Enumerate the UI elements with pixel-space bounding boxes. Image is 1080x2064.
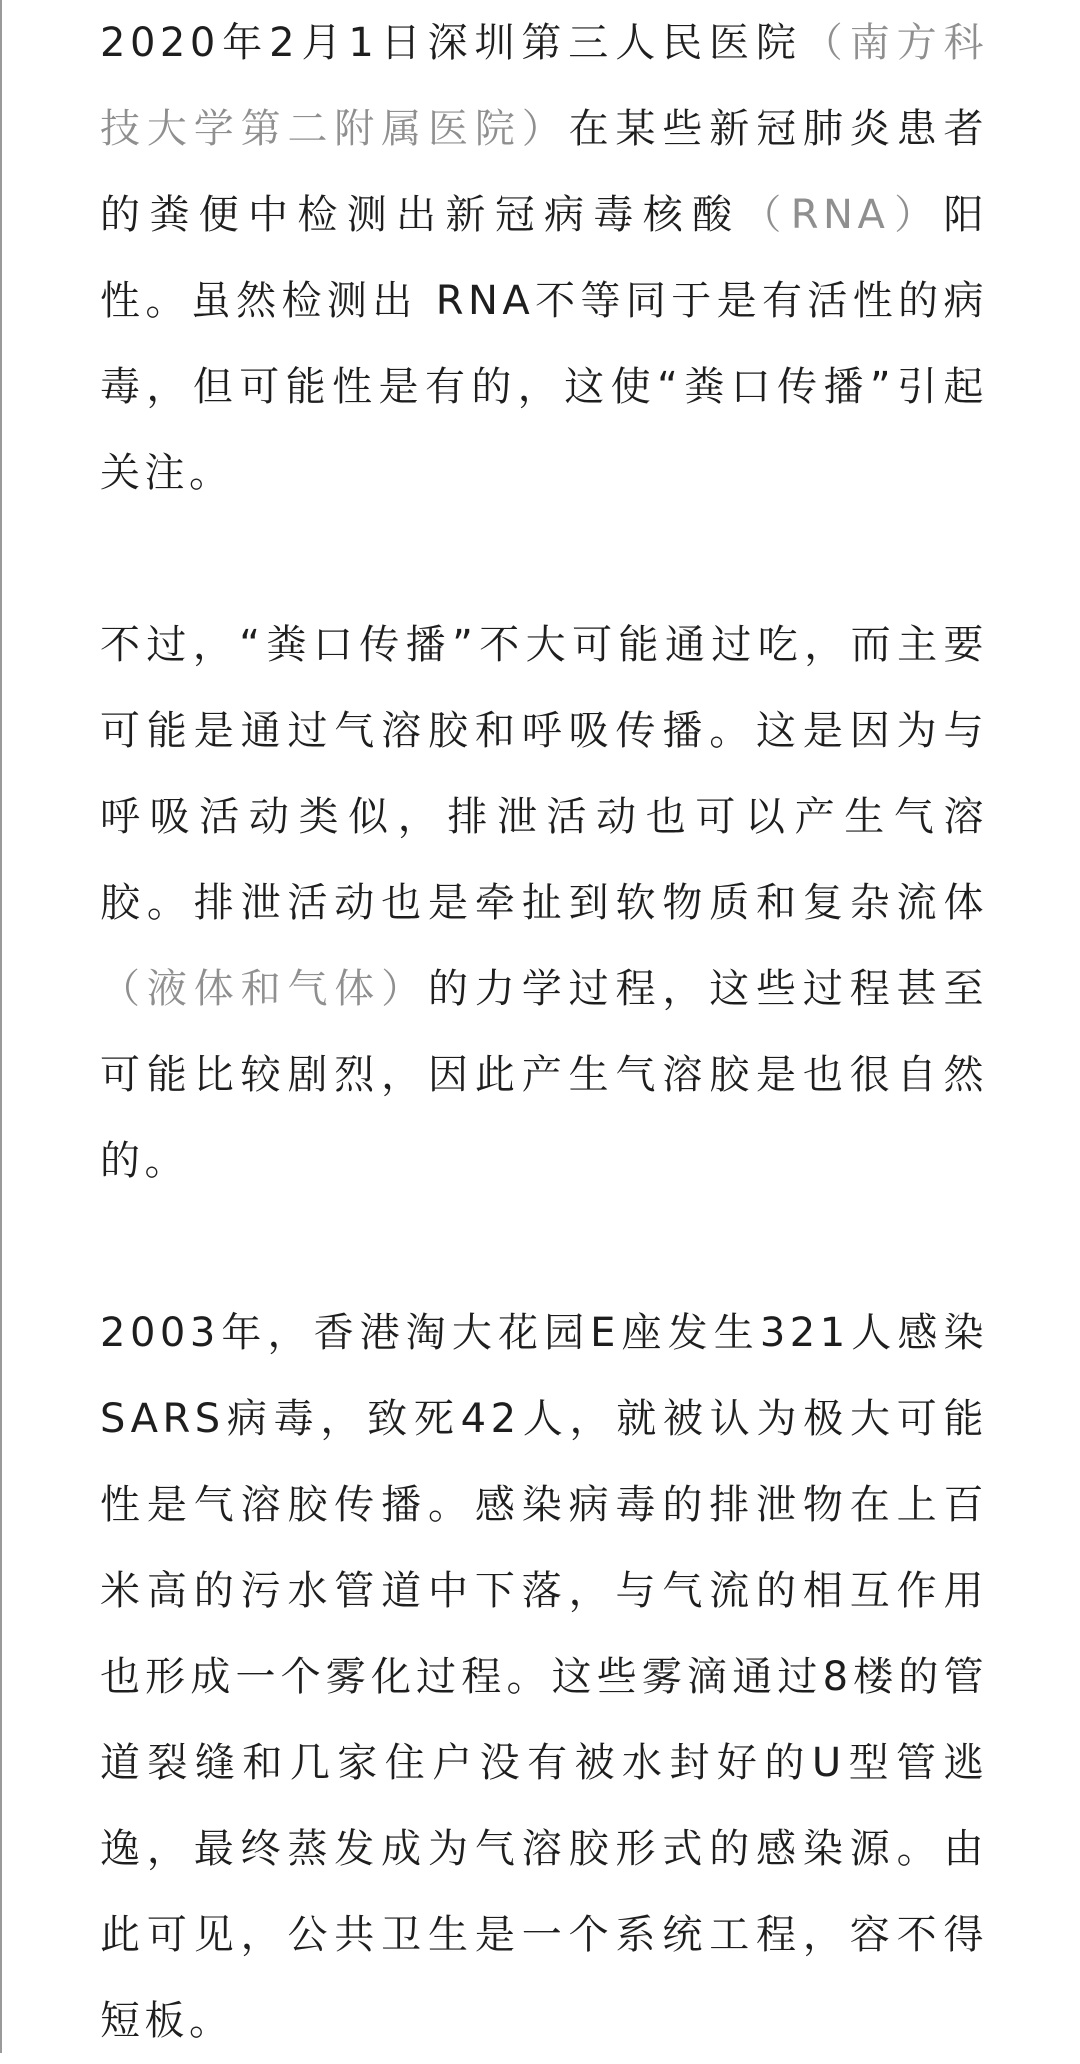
paragraph-2-text-1: 不过，“粪口传播”不大可能通过吃，而主要可能是通过气溶胶和呼吸传播。这是因为与呼吸活动类似，排泄活动也可以产生气溶胶。排泄活动也是牵扯到软物质和复杂流体 <box>100 622 988 926</box>
paragraph-1-annotation-rna: （RNA） <box>741 192 944 238</box>
paragraph-2-text-2: 的力学过程，这些过程甚至可能比较剧烈，因此产生气溶胶是也很自然的。 <box>100 966 989 1184</box>
paragraph-1-text-2: 在某些新冠肺炎患者的粪便中检测出新冠病毒核酸 <box>100 106 989 238</box>
paragraph-1 <box>100 0 988 516</box>
paragraph-3-text-1: 2003年，香港淘大花园E座发生321人感染SARS病毒，致死42人，就被认为极大可能性是气溶胶传播。感染病毒的排泄物在上百米高的污水管道中下落，与气流的相互作用也形成一个雾化过程。这些雾滴通过8楼的管道裂缝和几家住户没有被水封好的U型管逃逸，最终蒸发成为气溶胶形式的感染源。由此可见，公共卫生是一个系统工程，容不得短板。 <box>100 1310 988 2044</box>
paragraph-2 <box>100 602 988 1204</box>
page-left-border <box>0 0 2 2053</box>
paragraph-3 <box>100 1290 988 2064</box>
paragraph-1-text-3: 阳性。虽然检测出 RNA不等同于是有活性的病毒，但可能性是有的，这使“粪口传播”引起关注。 <box>100 192 989 496</box>
paragraph-1-annotation-hospital: （南方科技大学第二附属医院） <box>100 20 988 152</box>
paragraph-1-text-1: 2020年2月1日深圳第三人民医院 <box>100 20 803 66</box>
article-body <box>100 0 988 2064</box>
paragraph-2-annotation-fluids: （液体和气体） <box>100 966 429 1012</box>
